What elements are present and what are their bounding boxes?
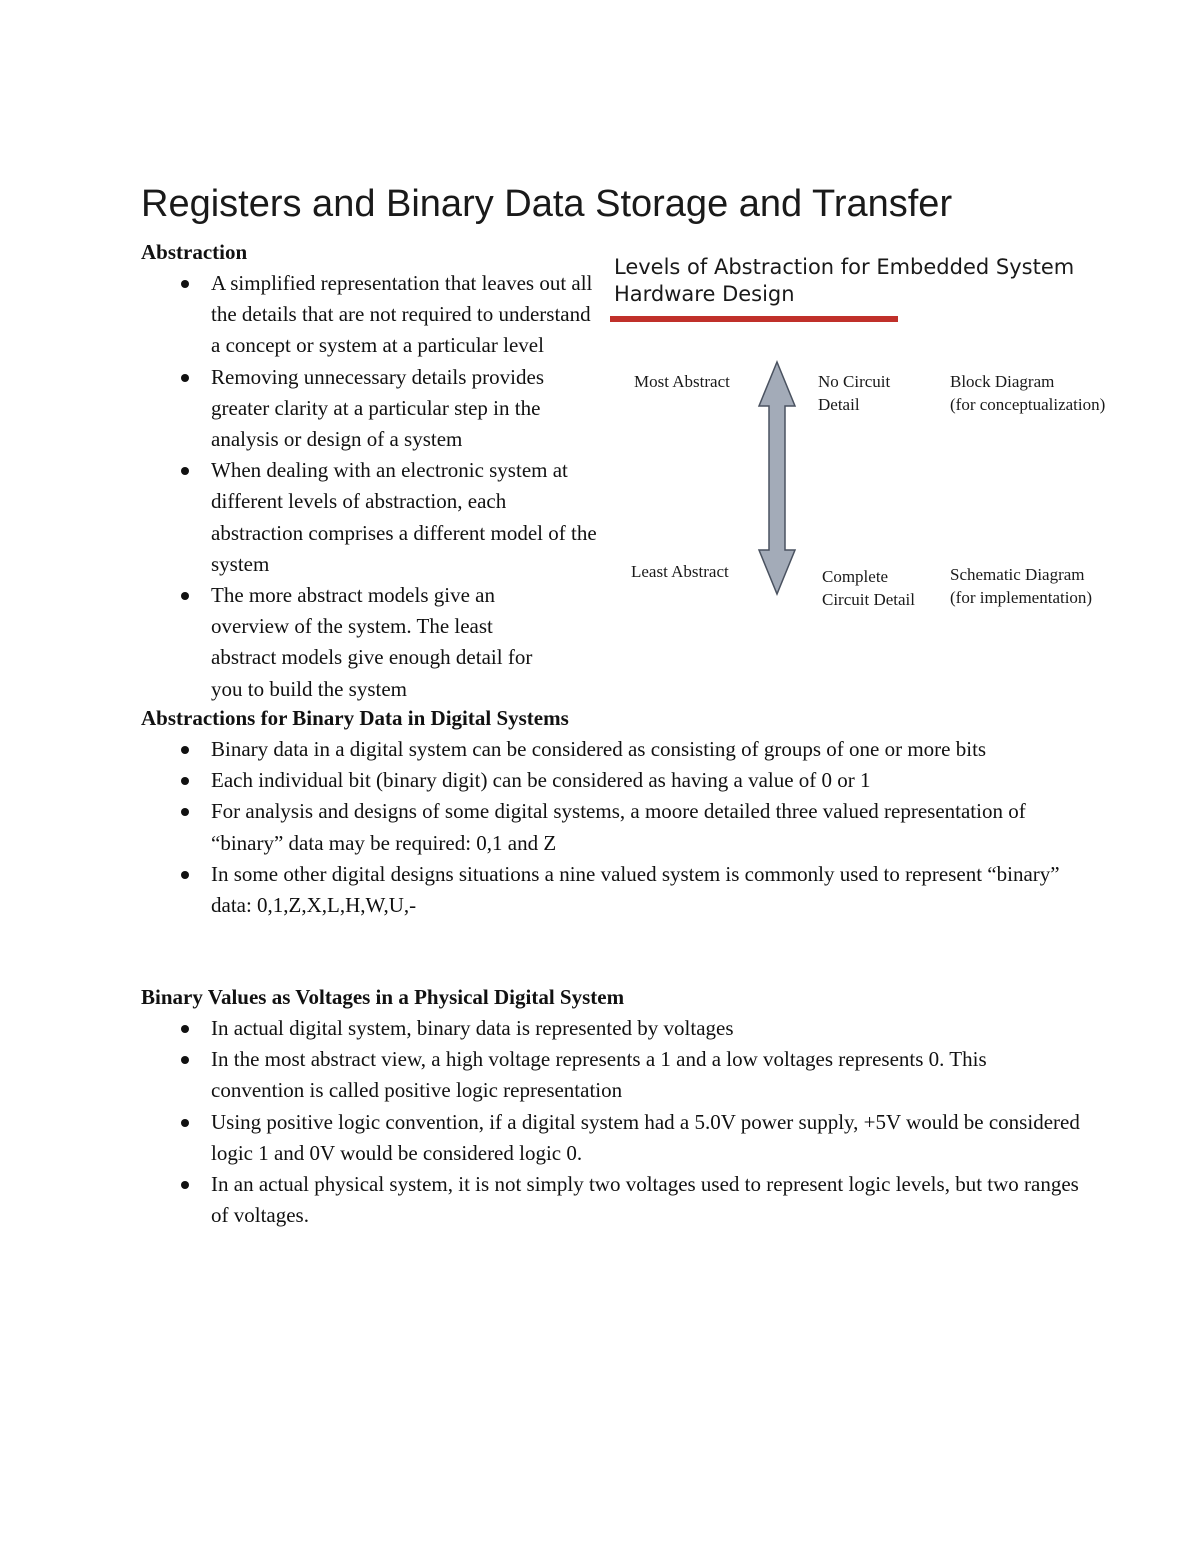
complete-circuit-detail-line1: Complete	[822, 567, 889, 586]
double-headed-arrow-icon	[755, 360, 799, 596]
schematic-diagram-label: Schematic Diagram	[950, 565, 1085, 584]
most-abstract-label: Most Abstract	[634, 372, 730, 391]
figure-accent-bar	[610, 316, 898, 322]
figure-title: Levels of Abstraction for Embedded System Hardware Design	[614, 255, 1075, 306]
least-abstract-label: Least Abstract	[631, 562, 729, 581]
section-heading-voltages: Binary Values as Voltages in a Physical Digital System	[141, 985, 625, 1009]
complete-circuit-detail-line2: Circuit Detail	[822, 590, 916, 609]
list-item: Removing unnecessary details provides greater clarity at a particular step in the analysis or design of a system	[141, 362, 601, 456]
block-diagram-label: Block Diagram	[950, 372, 1055, 391]
list-item: For analysis and designs of some digital systems, a moore detailed three valued representation of “binary” data may be required: 0,1 and Z	[141, 796, 1081, 858]
no-circuit-detail-line2: Detail	[818, 395, 860, 414]
schematic-diagram-purpose: (for implementation)	[950, 588, 1093, 607]
page-title: Registers and Binary Data Storage and Transfer	[141, 183, 953, 225]
list-item: Each individual bit (binary digit) can be considered as having a value of 0 or 1	[141, 765, 1081, 796]
no-circuit-detail-line1: No Circuit	[818, 372, 891, 391]
voltages-list	[141, 1013, 1081, 1231]
section-heading-binary-data: Abstractions for Binary Data in Digital Systems	[141, 706, 569, 730]
list-item: In some other digital designs situations a nine valued system is commonly used to represent “binary” data: 0,1,Z,X,L,H,W,U,-	[141, 859, 1081, 921]
list-item: In actual digital system, binary data is represented by voltages	[141, 1013, 1081, 1044]
abstraction-list	[141, 268, 601, 705]
abstraction-levels-figure	[600, 250, 1140, 630]
list-item: Binary data in a digital system can be considered as consisting of groups of one or more bits	[141, 734, 1081, 765]
binary-data-list	[141, 734, 1081, 921]
block-diagram-purpose: (for conceptualization)	[950, 395, 1106, 414]
list-item: Using positive logic convention, if a digital system had a 5.0V power supply, +5V would be considered logic 1 and 0V would be considered logic 0.	[141, 1107, 1081, 1169]
list-item: When dealing with an electronic system at different levels of abstraction, each abstraction comprises a different model of the system	[141, 455, 601, 580]
section-heading-abstraction: Abstraction	[141, 240, 248, 264]
list-item-text: The more abstract models give an overview of the system. The least abstract models give enough detail for you to build the system	[211, 583, 533, 701]
list-item: A simplified representation that leaves out all the details that are not required to understand a concept or system at a particular level	[141, 268, 601, 362]
list-item: In an actual physical system, it is not simply two voltages used to represent logic levels, but two ranges of voltages.	[141, 1169, 1081, 1231]
list-item: In the most abstract view, a high voltage represents a 1 and a low voltages represents 0. This convention is called positive logic representation	[141, 1044, 1081, 1106]
